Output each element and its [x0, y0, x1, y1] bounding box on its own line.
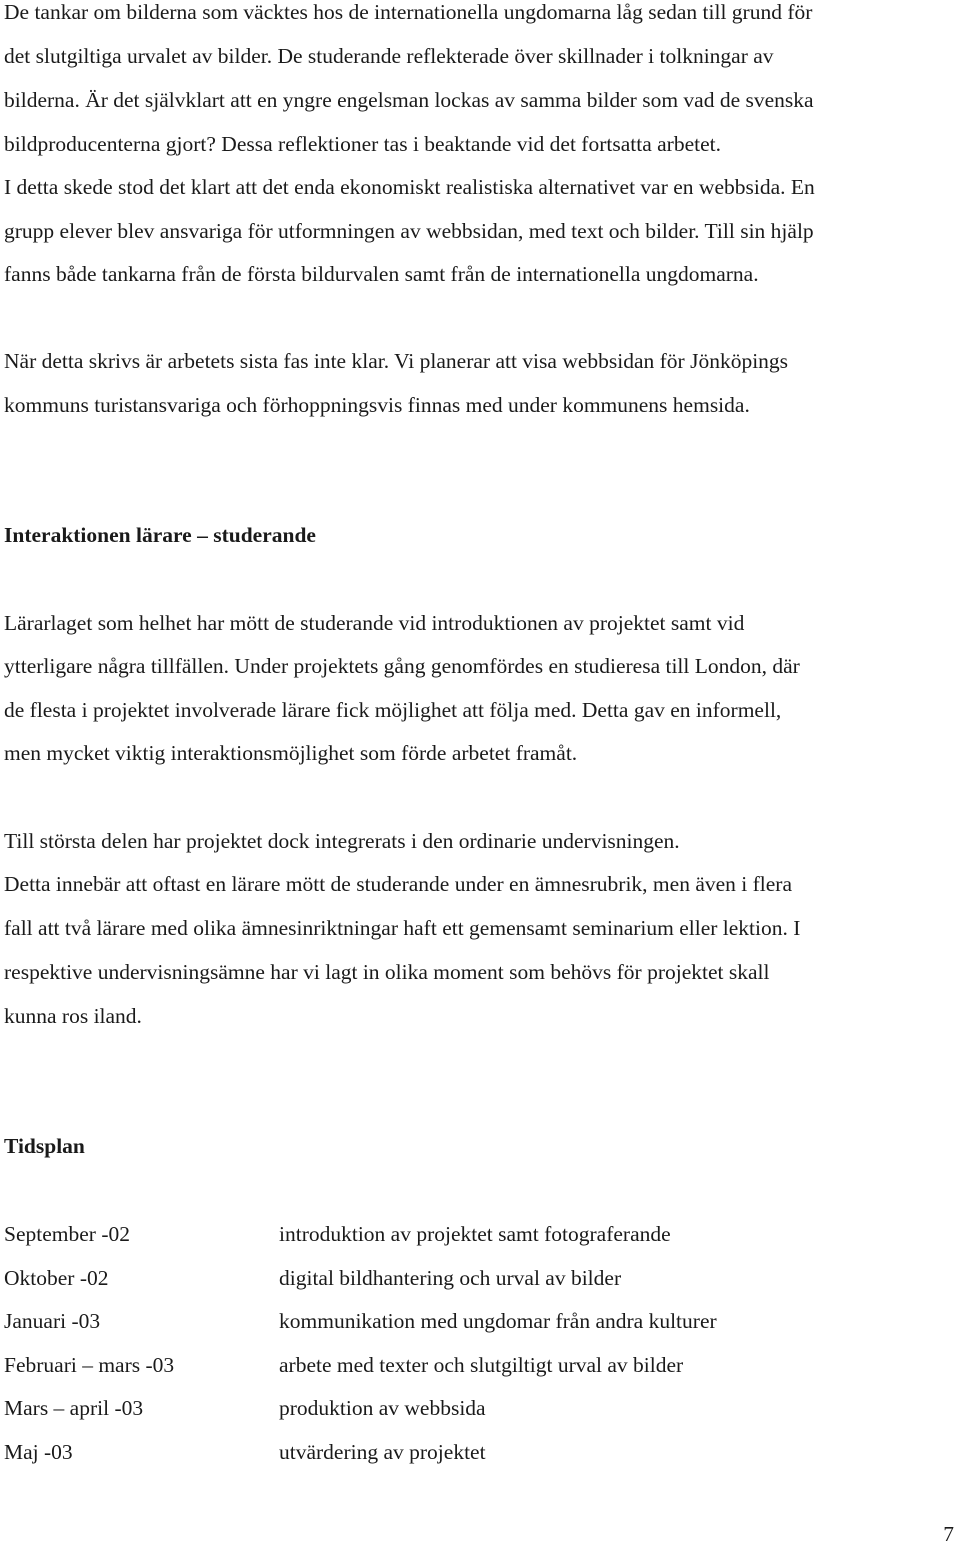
text-line: ytterligare några tillfällen. Under projektets gång genomfördes en studieresa till London, där	[4, 654, 800, 678]
text-line: respektive undervisningsämne har vi lagt in olika moment som behövs för projektet skall	[4, 960, 770, 984]
text-line: Lärarlaget som helhet har mött de studerande vid introduktionen av projektet samt vid	[4, 611, 745, 635]
schedule-activity: arbete med texter och slutgiltigt urval av bilder	[279, 1353, 684, 1377]
schedule-period: September -02	[4, 1222, 130, 1246]
text-line: När detta skrivs är arbetets sista fas inte klar. Vi planerar att visa webbsidan för Jönköpings	[4, 349, 789, 373]
text-line: bilderna. Är det självklart att en yngre engelsman lockas av samma bilder som vad de svenska	[4, 88, 814, 112]
schedule-activity: digital bildhantering och urval av bilder	[279, 1266, 622, 1290]
text-line: men mycket viktig interaktionsmöjlighet som förde arbetet framåt.	[4, 741, 578, 765]
text-line: Detta innebär att oftast en lärare mött de studerande under en ämnesrubrik, men även i flera	[4, 872, 793, 896]
schedule-period: Maj -03	[4, 1440, 73, 1464]
text-line: grupp elever blev ansvariga för utformningen av webbsidan, med text och bilder. Till sin hjälp	[4, 219, 814, 243]
schedule-activity: utvärdering av projektet	[279, 1440, 486, 1464]
text-line: De tankar om bilderna som väcktes hos de internationella ungdomarna låg sedan till grund för	[4, 0, 813, 24]
schedule-activity: produktion av webbsida	[279, 1396, 486, 1420]
text-line: fall att två lärare med olika ämnesinriktningar haft ett gemensamt seminarium eller lektion. I	[4, 916, 801, 940]
text-line: det slutgiltiga urvalet av bilder. De studerande reflekterade över skillnader i tolkningar av	[4, 44, 774, 68]
section-heading-interaction: Interaktionen lärare – studerande	[4, 523, 316, 547]
schedule-period: Oktober -02	[4, 1266, 109, 1290]
text-line: bildproducenterna gjort? Dessa reflektioner tas i beaktande vid det fortsatta arbetet.	[4, 132, 721, 156]
text-line: I detta skede stod det klart att det enda ekonomiskt realistiska alternativet var en webbsida. En	[4, 175, 815, 199]
schedule-period: Februari – mars -03	[4, 1353, 175, 1377]
schedule-period: Januari -03	[4, 1309, 101, 1333]
section-heading-schedule: Tidsplan	[4, 1134, 85, 1158]
text-line: Till största delen har projektet dock integrerats i den ordinarie undervisningen.	[4, 829, 680, 853]
text-line: kommuns turistansvariga och förhoppningsvis finnas med under kommunens hemsida.	[4, 393, 750, 417]
text-line: fanns både tankarna från de första bildurvalen samt från de internationella ungdomarna.	[4, 262, 759, 286]
schedule-period: Mars – april -03	[4, 1396, 144, 1420]
schedule-activity: kommunikation med ungdomar från andra kulturer	[279, 1309, 717, 1333]
text-line: kunna ros iland.	[4, 1004, 142, 1028]
page-number: 7	[943, 1522, 954, 1546]
text-line: de flesta i projektet involverade lärare fick möjlighet att följa med. Detta gav en informell,	[4, 698, 782, 722]
schedule-activity: introduktion av projektet samt fotograferande	[279, 1222, 671, 1246]
